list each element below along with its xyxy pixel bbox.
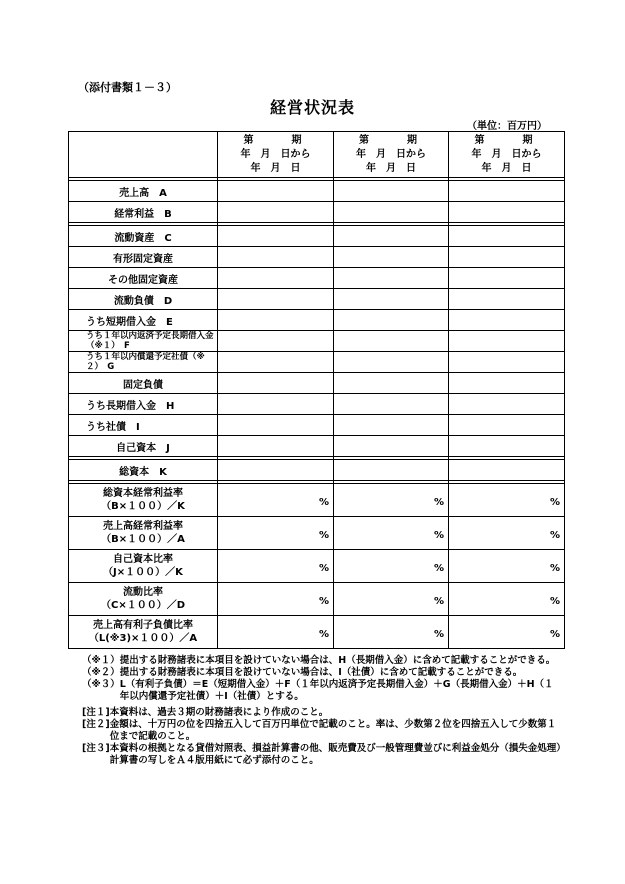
management-status-table xyxy=(68,131,565,649)
input-cell[interactable] xyxy=(334,289,449,310)
pct-cell[interactable]: % xyxy=(334,484,449,517)
header-blank-cell xyxy=(69,132,218,178)
input-cell[interactable] xyxy=(334,310,449,331)
input-cell[interactable] xyxy=(334,331,449,352)
page-title: 経営状況表 xyxy=(269,98,355,117)
ratio-label: 売上高経常利益率 （B×１００）／A xyxy=(69,517,218,550)
pct-cell[interactable]: % xyxy=(449,583,565,616)
ratio-label: 流動比率 （C×１００）／D xyxy=(69,583,218,616)
input-cell[interactable] xyxy=(218,373,334,394)
row-label-ordinary-profit: 経常利益 B xyxy=(69,202,218,223)
input-cell[interactable] xyxy=(218,331,334,352)
input-cell[interactable] xyxy=(334,436,449,457)
input-cell[interactable] xyxy=(449,373,565,394)
pct-cell[interactable]: % xyxy=(334,583,449,616)
row-label-long-loans-1yr: うち１年以内返済予定長期借入金（※１） F xyxy=(69,331,218,352)
input-cell[interactable] xyxy=(449,247,565,268)
input-cell[interactable] xyxy=(334,373,449,394)
pct-cell[interactable]: % xyxy=(218,583,334,616)
table-row xyxy=(69,247,565,268)
table-row xyxy=(69,331,565,352)
pct-cell[interactable]: % xyxy=(449,484,565,517)
note-item: （※２） 提出する財務諸表に本項目を設けていない場合は、I（社債）に含めて記載することができる。 xyxy=(82,667,523,678)
table-row xyxy=(69,289,565,310)
input-cell[interactable] xyxy=(334,268,449,289)
notes-section xyxy=(82,655,562,767)
input-cell[interactable] xyxy=(218,247,334,268)
input-cell[interactable] xyxy=(449,310,565,331)
table-row xyxy=(69,181,565,202)
row-label-bonds-1yr: うち１年以内償還予定社債（※２） G xyxy=(69,352,218,373)
row-label-bonds: うち社債 I xyxy=(69,415,218,436)
table-row xyxy=(69,202,565,223)
row-label-current-liab: 流動負債 D xyxy=(69,289,218,310)
table-row xyxy=(69,394,565,415)
table-row xyxy=(69,436,565,457)
input-cell[interactable] xyxy=(218,352,334,373)
note-item: （※１） 提出する財務諸表に本項目を設けていない場合は、H（長期借入金）に含めて記載することができる。 xyxy=(82,655,556,666)
table-row xyxy=(69,373,565,394)
row-label-short-loans: うち短期借入金 E xyxy=(69,310,218,331)
input-cell[interactable] xyxy=(334,247,449,268)
row-label-other-fixed: その他固定資産 xyxy=(69,268,218,289)
input-cell[interactable] xyxy=(334,352,449,373)
unit-label: （単位：百万円） xyxy=(467,121,547,132)
pct-cell[interactable]: % xyxy=(334,550,449,583)
table-row xyxy=(69,310,565,331)
input-cell[interactable] xyxy=(334,226,449,247)
input-cell[interactable] xyxy=(218,202,334,223)
input-cell[interactable] xyxy=(449,202,565,223)
row-label-tangible-fixed: 有形固定資産 xyxy=(69,247,218,268)
input-cell[interactable] xyxy=(334,460,449,481)
input-cell[interactable] xyxy=(334,394,449,415)
row-label-total-assets: 総資本 K xyxy=(69,460,218,481)
note-item: [注３] 本資料の根拠となる貸借対照表、損益計算書の他、販売費及び一般管理費並びに利益金処分（損失金処理）計算書の写しをＡ４版用紙にて必ず添付のこと。 xyxy=(82,743,561,766)
input-cell[interactable] xyxy=(449,415,565,436)
table-row xyxy=(69,460,565,481)
table-row xyxy=(69,226,565,247)
ratio-row xyxy=(69,484,565,517)
input-cell[interactable] xyxy=(218,394,334,415)
row-label-sales: 売上高 A xyxy=(69,181,218,202)
input-cell[interactable] xyxy=(449,226,565,247)
pct-cell[interactable]: % xyxy=(218,517,334,550)
input-cell[interactable] xyxy=(218,436,334,457)
pct-cell[interactable]: % xyxy=(449,517,565,550)
ratio-row xyxy=(69,517,565,550)
pct-cell[interactable]: % xyxy=(449,550,565,583)
table-row xyxy=(69,268,565,289)
input-cell[interactable] xyxy=(449,460,565,481)
row-label-current-assets: 流動資産 C xyxy=(69,226,218,247)
input-cell[interactable] xyxy=(218,289,334,310)
ratio-row xyxy=(69,583,565,616)
ratio-label: 売上高有利子負債比率 （L(※3)×１００）／A xyxy=(69,616,218,649)
input-cell[interactable] xyxy=(449,268,565,289)
ratio-row xyxy=(69,616,565,649)
pct-cell[interactable]: % xyxy=(334,517,449,550)
table-row xyxy=(69,415,565,436)
input-cell[interactable] xyxy=(449,181,565,202)
input-cell[interactable] xyxy=(334,202,449,223)
row-label-equity: 自己資本 J xyxy=(69,436,218,457)
input-cell[interactable] xyxy=(449,289,565,310)
ratio-label: 自己資本比率 （J×１００）／K xyxy=(69,550,218,583)
input-cell[interactable] xyxy=(449,436,565,457)
input-cell[interactable] xyxy=(218,310,334,331)
input-cell[interactable] xyxy=(218,181,334,202)
pct-cell[interactable]: % xyxy=(218,550,334,583)
note-item: [注２] 金額は、十万円の位を四捨五入して百万円単位で記載のこと。率は、少数第２位を四捨五入して少数第１位まで記載のこと。 xyxy=(82,719,557,742)
input-cell[interactable] xyxy=(449,331,565,352)
input-cell[interactable] xyxy=(218,226,334,247)
input-cell[interactable] xyxy=(334,415,449,436)
pct-cell[interactable]: % xyxy=(449,616,565,649)
row-label-long-loans: うち長期借入金 H xyxy=(69,394,218,415)
row-label-fixed-liab: 固定負債 xyxy=(69,373,218,394)
attachment-ref: （添付書類１－３） xyxy=(78,81,177,94)
note-item: （※３） L（有利子負債）＝E（短期借入金）＋F（１年以内返済予定長期借入金）＋G（長期借入金）＋H（１年以内償還予定社債）＋I（社債）とする。 xyxy=(82,679,554,702)
header-row xyxy=(69,132,565,178)
ratio-label: 総資本経常利益率 （B×１００）／K xyxy=(69,484,218,517)
period-2-header: 第 期 年 月 日から 年 月 日 xyxy=(334,132,449,178)
pct-cell[interactable]: % xyxy=(218,484,334,517)
input-cell[interactable] xyxy=(334,181,449,202)
input-cell[interactable] xyxy=(218,268,334,289)
input-cell[interactable] xyxy=(449,394,565,415)
input-cell[interactable] xyxy=(218,415,334,436)
pct-cell[interactable]: % xyxy=(218,616,334,649)
input-cell[interactable] xyxy=(218,460,334,481)
ratio-row xyxy=(69,550,565,583)
note-item: [注１] 本資料は、過去３期の財務諸表により作成のこと。 xyxy=(82,707,329,718)
period-1-header: 第 期 年 月 日から 年 月 日 xyxy=(218,132,334,178)
period-3-header: 第 期 年 月 日から 年 月 日 xyxy=(449,132,565,178)
input-cell[interactable] xyxy=(449,352,565,373)
table-row xyxy=(69,352,565,373)
pct-cell[interactable]: % xyxy=(334,616,449,649)
